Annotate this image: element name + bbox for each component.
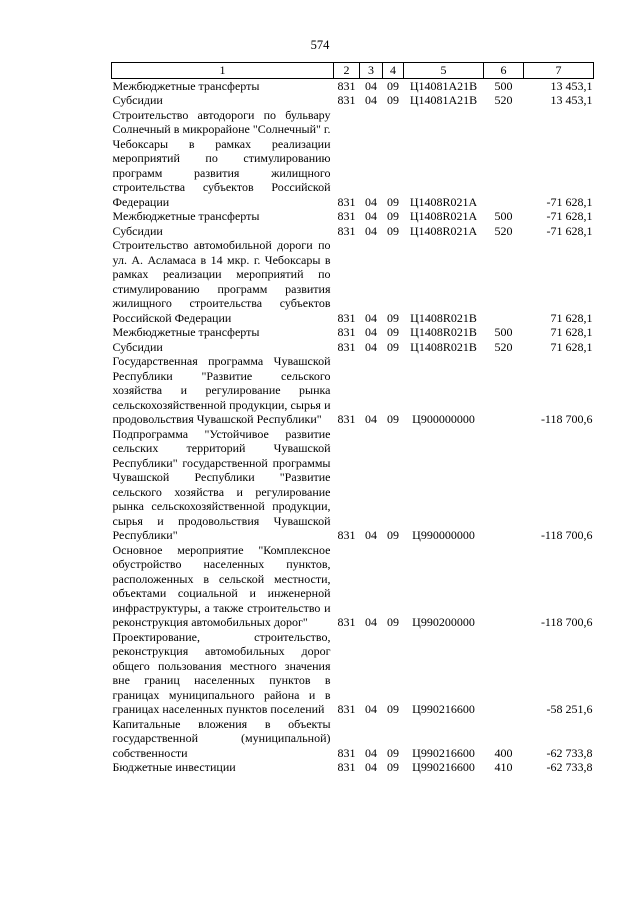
row-subsection-code: 09 (387, 760, 399, 774)
row-amount: -62 733,8 (546, 745, 593, 760)
row-amount: -62 733,8 (546, 760, 593, 774)
row-expense-type: 520 (494, 339, 513, 354)
row-section-code: 04 (365, 615, 377, 629)
row-expense-type: 500 (494, 325, 513, 339)
row-target-article: Ц14081А21В (409, 93, 478, 107)
table-row (112, 760, 594, 775)
table-row (112, 78, 594, 93)
column-header-6: 6 (484, 63, 524, 79)
row-target-article: Ц1408R021А (409, 223, 478, 238)
budget-table (111, 62, 594, 775)
row-expense-type (484, 630, 524, 717)
row-admin-code: 831 (337, 223, 356, 238)
row-admin-code: 831 (337, 745, 356, 760)
row-admin-code: 831 (337, 339, 356, 354)
row-name: Межбюджетные трансферты (112, 78, 260, 93)
table-row (112, 354, 594, 427)
row-section-code: 04 (365, 325, 377, 339)
row-subsection-code: 09 (387, 702, 399, 716)
row-section-code: 04 (365, 339, 377, 354)
row-expense-type (484, 427, 524, 543)
row-subsection-code: 09 (387, 93, 399, 107)
table-row (112, 224, 594, 239)
row-section-code: 04 (365, 528, 377, 542)
row-target-article: Ц990216600 (412, 702, 475, 716)
row-name: Субсидии (112, 93, 163, 107)
row-amount: -58 251,6 (546, 702, 593, 716)
row-admin-code: 831 (337, 760, 356, 774)
row-name: Строительство автомобильной дороги по ул. А. Асламаса в 14 мкр. г. Чебоксары в рамках реализации мероприятий по стимулированию программ развития жилищного строительства субъектов Российской Федерации (112, 238, 331, 325)
row-target-article: Ц1408R021В (410, 325, 477, 339)
row-section-code: 04 (365, 412, 377, 426)
row-name: Проектирование, строительство, реконструкция автомобильных дорог общего пользования местного значения вне границ населенных пунктов в границах муниципального района и в границах населенных пунктов поселений (112, 629, 331, 716)
row-name: Основное мероприятие "Комплексное обустройство населенных пунктов, расположенных в сельской местности, объектами социальной и инженерной инфраструктуры, а также строительство и реконструкция автомобильных дорог" (112, 542, 331, 629)
column-header-2: 2 (334, 63, 360, 79)
row-expense-type: 410 (494, 760, 513, 774)
row-admin-code: 831 (337, 310, 356, 325)
table-row (112, 325, 594, 340)
table-row (112, 717, 594, 761)
row-expense-type: 500 (494, 209, 513, 223)
row-section-code: 04 (365, 702, 377, 716)
row-subsection-code: 09 (387, 339, 399, 354)
row-admin-code: 831 (337, 209, 356, 223)
row-expense-type: 400 (494, 745, 513, 760)
table-row (112, 108, 594, 210)
row-section-code: 04 (365, 209, 377, 223)
row-target-article: Ц990216600 (412, 745, 475, 760)
row-target-article: Ц990216600 (412, 760, 475, 774)
page-number: 574 (310, 38, 330, 52)
row-target-article: Ц1408R021А (409, 194, 478, 209)
table-row (112, 209, 594, 224)
row-expense-type: 520 (494, 93, 513, 107)
row-name: Бюджетные инвестиции (112, 760, 236, 774)
row-target-article: Ц1408R021В (410, 339, 477, 354)
column-header-7: 7 (524, 63, 594, 79)
row-admin-code: 831 (337, 194, 356, 209)
row-subsection-code: 09 (387, 615, 399, 629)
column-header-3: 3 (360, 63, 383, 79)
table-body (112, 78, 594, 775)
table-row (112, 238, 594, 325)
column-header-1: 1 (112, 63, 334, 79)
row-expense-type (484, 354, 524, 427)
row-admin-code: 831 (337, 702, 356, 716)
row-section-code: 04 (365, 223, 377, 238)
row-admin-code: 831 (337, 325, 356, 339)
row-name: Государственная программа Чувашской Республики "Развитие сельского хозяйства и регулирование рынка сельскохозяйственной продукции, сырья и продовольствия Чувашской Республики" (112, 354, 331, 426)
table-row (112, 543, 594, 630)
row-name: Субсидии (112, 223, 163, 238)
row-name: Строительство автодороги по бульвару Солнечный в микрорайоне "Солнечный" г. Чебоксары в рамках реализации мероприятий по стимулированию программ развития жилищного строительства субъектов Российской Федерации (112, 107, 331, 209)
row-target-article: Ц900000000 (412, 412, 475, 426)
row-subsection-code: 09 (387, 412, 399, 426)
row-name: Подпрограмма "Устойчивое развитие сельских территорий Чувашской Республики" государственной программы Чувашской Республики "Развитие сельского хозяйства и регулирование рынка сельскохозяйственной продукции, сырья и продовольствия Чувашской Республики" (112, 426, 331, 542)
row-amount: 13 453,1 (550, 93, 593, 107)
row-target-article: Ц990200000 (412, 615, 475, 629)
row-section-code: 04 (365, 310, 377, 325)
row-subsection-code: 09 (387, 310, 399, 325)
table-header-row (112, 63, 594, 79)
row-expense-type (484, 543, 524, 630)
row-admin-code: 831 (337, 93, 356, 107)
row-amount: -71 628,1 (546, 209, 593, 223)
table-row (112, 340, 594, 355)
row-admin-code: 831 (337, 528, 356, 542)
row-subsection-code: 09 (387, 325, 399, 339)
row-subsection-code: 09 (387, 745, 399, 760)
row-section-code: 04 (365, 745, 377, 760)
row-amount: -71 628,1 (546, 223, 593, 238)
row-name: Субсидии (112, 339, 163, 354)
row-subsection-code: 09 (387, 194, 399, 209)
row-admin-code: 831 (337, 412, 356, 426)
column-header-4: 4 (383, 63, 404, 79)
row-amount: -118 700,6 (540, 615, 593, 629)
row-section-code: 04 (365, 78, 377, 93)
row-name: Капитальные вложения в объекты государственной (муниципальной) собственности (112, 716, 331, 760)
row-expense-type (484, 108, 524, 210)
row-admin-code: 831 (337, 78, 356, 93)
row-target-article: Ц1408R021В (410, 310, 477, 325)
row-amount: 71 628,1 (550, 325, 593, 339)
row-amount: 71 628,1 (550, 339, 593, 354)
row-subsection-code: 09 (387, 78, 399, 93)
row-expense-type: 500 (494, 78, 513, 93)
row-name: Межбюджетные трансферты (112, 325, 260, 339)
table-row (112, 93, 594, 108)
row-subsection-code: 09 (387, 528, 399, 542)
column-header-5: 5 (404, 63, 484, 79)
row-section-code: 04 (365, 760, 377, 774)
table-row (112, 427, 594, 543)
row-amount: 13 453,1 (550, 78, 593, 93)
row-section-code: 04 (365, 194, 377, 209)
row-section-code: 04 (365, 93, 377, 107)
row-admin-code: 831 (337, 615, 356, 629)
row-amount: -118 700,6 (540, 412, 593, 426)
row-target-article: Ц14081А21В (409, 78, 478, 93)
row-amount: -118 700,6 (540, 528, 593, 542)
row-expense-type: 520 (494, 223, 513, 238)
row-subsection-code: 09 (387, 209, 399, 223)
row-target-article: Ц990000000 (412, 528, 475, 542)
row-amount: -71 628,1 (546, 194, 593, 209)
row-target-article: Ц1408R021А (409, 209, 478, 223)
row-expense-type (484, 238, 524, 325)
row-amount: 71 628,1 (550, 310, 593, 325)
row-name: Межбюджетные трансферты (112, 209, 260, 223)
row-subsection-code: 09 (387, 223, 399, 238)
table-row (112, 630, 594, 717)
